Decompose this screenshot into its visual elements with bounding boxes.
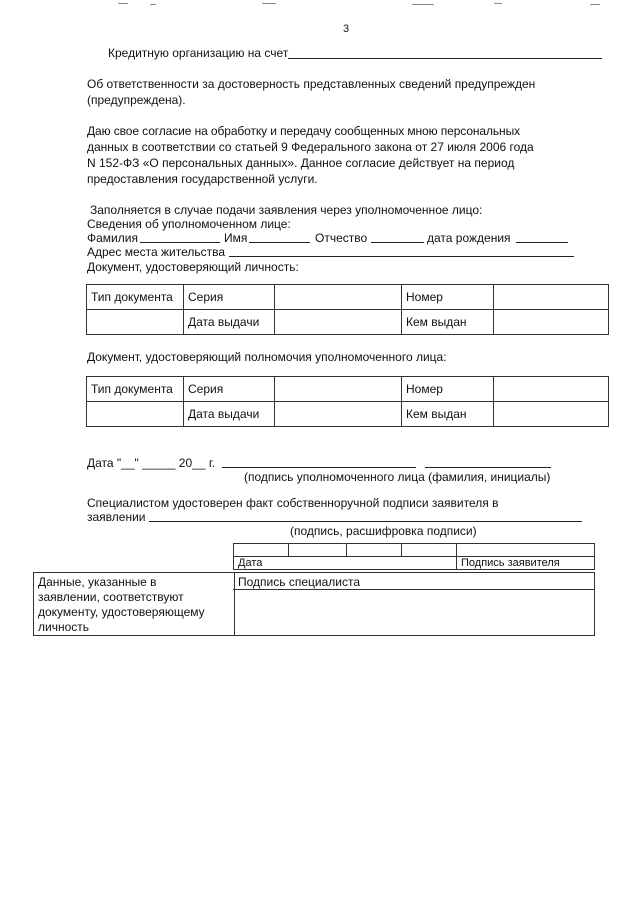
surname-label: Фамилия bbox=[87, 231, 138, 245]
id-number-value[interactable] bbox=[494, 285, 609, 310]
auth-doc-type-label: Тип документа bbox=[87, 377, 184, 402]
id-series-value[interactable] bbox=[275, 285, 402, 310]
data-match-box bbox=[33, 572, 235, 636]
auth-number-value[interactable] bbox=[494, 377, 609, 402]
consent-text-line-3: N 152-ФЗ «О персональных данных». Данное согласие действует на период bbox=[87, 156, 515, 170]
data-match-line-4: личность bbox=[38, 620, 90, 634]
name-field[interactable] bbox=[249, 242, 310, 243]
date-caption: Дата bbox=[234, 557, 457, 570]
address-label: Адрес места жительства bbox=[87, 245, 226, 259]
specialist-signature-caption: (подпись, расшифровка подписи) bbox=[290, 524, 477, 538]
representative-intro: Заполняется в случае подачи заявления через уполномоченное лицо: bbox=[90, 203, 483, 217]
scan-noise bbox=[590, 4, 600, 5]
scan-noise bbox=[494, 3, 502, 4]
auth-doc-type-value[interactable] bbox=[87, 402, 184, 427]
name-label: Имя bbox=[224, 231, 248, 245]
consent-text-line-1: Даю свое согласие на обработку и передачу сообщенных мною персональных bbox=[87, 124, 521, 138]
representative-name-line[interactable] bbox=[425, 467, 551, 468]
patronymic-label: Отчество bbox=[315, 231, 368, 245]
specialist-text-line-1: Специалистом удостоверен факт собственноручной подписи заявителя в bbox=[87, 496, 499, 510]
birthdate-field[interactable] bbox=[516, 242, 568, 243]
scan-noise bbox=[262, 3, 276, 4]
address-field[interactable] bbox=[229, 256, 574, 257]
id-series-label: Серия bbox=[184, 285, 275, 310]
auth-series-value[interactable] bbox=[275, 377, 402, 402]
auth-number-label: Номер bbox=[402, 377, 494, 402]
credit-org-account-line[interactable] bbox=[288, 58, 602, 59]
surname-field[interactable] bbox=[140, 242, 220, 243]
data-match-line-2: заявлении, соответствуют bbox=[38, 590, 184, 604]
responsibility-text-line-2: (предупреждена). bbox=[87, 93, 186, 107]
credit-org-label: Кредитную организацию на счет bbox=[108, 46, 289, 60]
authority-document-table bbox=[86, 376, 609, 427]
id-doc-type-value[interactable] bbox=[87, 310, 184, 335]
id-number-label: Номер bbox=[402, 285, 494, 310]
auth-series-label: Серия bbox=[184, 377, 275, 402]
data-match-line-1: Данные, указанные в bbox=[38, 575, 157, 589]
auth-issue-date-value[interactable] bbox=[275, 402, 402, 427]
scan-noise bbox=[412, 4, 434, 5]
page-number: 3 bbox=[343, 23, 350, 35]
consent-text-line-2: данных в соответствии со статьей 9 Федерального закона от 27 июля 2006 года bbox=[87, 140, 534, 154]
auth-issue-date-label: Дата выдачи bbox=[184, 402, 275, 427]
date-label: Дата "__" _____ 20__ г. bbox=[87, 456, 216, 470]
scan-noise bbox=[118, 3, 128, 4]
patronymic-field[interactable] bbox=[371, 242, 424, 243]
applicant-signature-caption: Подпись заявителя bbox=[457, 557, 595, 570]
consent-text-line-4: предоставления государственной услуги. bbox=[87, 172, 318, 186]
id-issue-date-label: Дата выдачи bbox=[184, 310, 275, 335]
applicant-signature-cell[interactable] bbox=[457, 544, 595, 557]
representative-signature-caption: (подпись уполномоченного лица (фамилия, инициалы) bbox=[244, 470, 551, 484]
representative-info-label: Сведения об уполномоченном лице: bbox=[87, 217, 291, 231]
date-cell-day[interactable] bbox=[234, 544, 289, 557]
data-match-line-3: документу, удостоверяющему bbox=[38, 605, 205, 619]
id-issued-by-value[interactable] bbox=[494, 310, 609, 335]
id-doc-type-label: Тип документа bbox=[87, 285, 184, 310]
date-signature-grid bbox=[233, 543, 595, 570]
auth-issued-by-value[interactable] bbox=[494, 402, 609, 427]
date-cell-extra[interactable] bbox=[402, 544, 457, 557]
date-cell-year[interactable] bbox=[347, 544, 402, 557]
specialist-signature-line[interactable] bbox=[149, 521, 582, 522]
scan-noise bbox=[150, 4, 156, 5]
auth-issued-by-label: Кем выдан bbox=[402, 402, 494, 427]
id-issued-by-label: Кем выдан bbox=[402, 310, 494, 335]
specialist-text-line-2: заявлении bbox=[87, 510, 146, 524]
date-cell-month[interactable] bbox=[289, 544, 347, 557]
specialist-signature-label: Подпись специалиста bbox=[238, 575, 360, 589]
authority-document-label: Документ, удостоверяющий полномочия уполномоченного лица: bbox=[87, 350, 447, 364]
id-document-table bbox=[86, 284, 609, 335]
id-issue-date-value[interactable] bbox=[275, 310, 402, 335]
responsibility-text-line-1: Об ответственности за достоверность представленных сведений предупрежден bbox=[87, 77, 536, 91]
representative-signature-line[interactable] bbox=[222, 467, 416, 468]
specialist-signature-box[interactable] bbox=[233, 572, 595, 636]
birthdate-label: дата рождения bbox=[427, 231, 511, 245]
id-document-label: Документ, удостоверяющий личность: bbox=[87, 260, 299, 274]
